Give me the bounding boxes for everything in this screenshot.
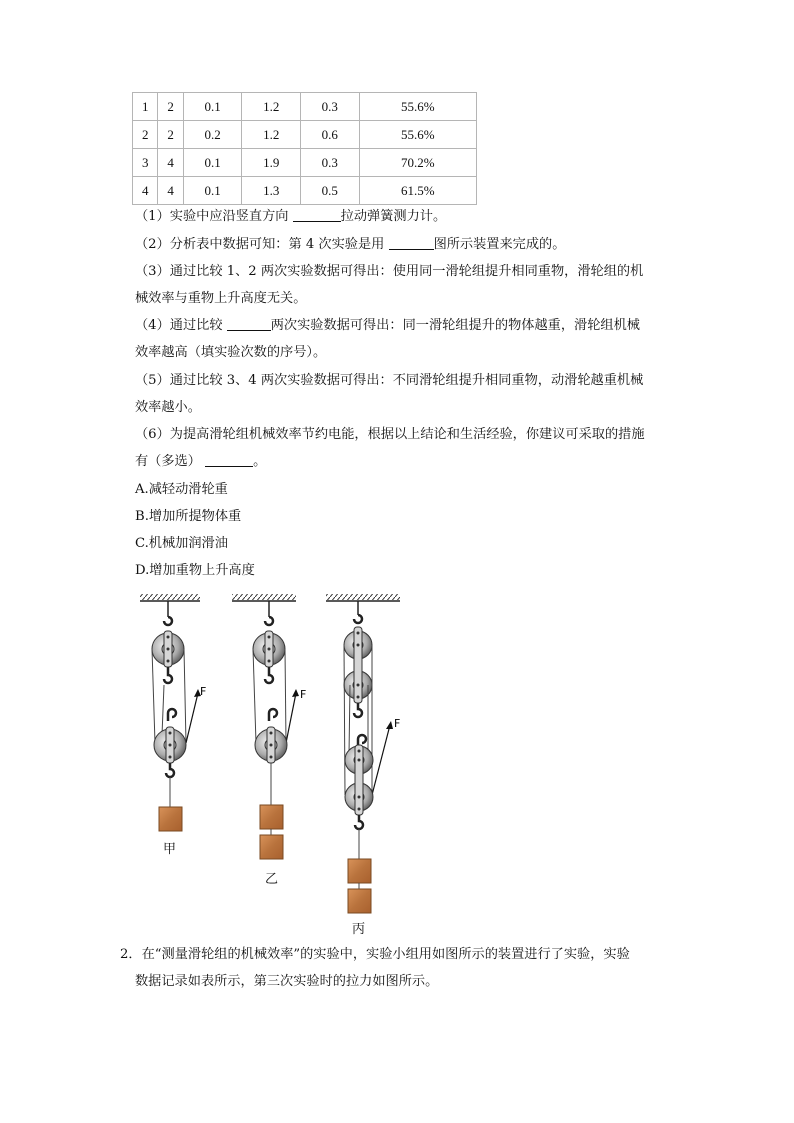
table-cell: 0.5 bbox=[301, 177, 360, 205]
question-text: 两次实验数据可得出：同一滑轮组提升的物体越重，滑轮组机械 bbox=[270, 318, 640, 333]
question-3-line-1: （3）通过比较 1、2 两次实验数据可得出：使用同一滑轮组提升相同重物，滑轮组的机 bbox=[135, 264, 644, 279]
question-text: （4）通过比较 bbox=[135, 318, 223, 333]
table-cell: 4 bbox=[133, 177, 158, 205]
question-6-line-1: （6）为提高滑轮组机械效率节约电能，根据以上结论和生活经验，你建议可采取的措施 bbox=[135, 427, 645, 442]
table-cell: 0.3 bbox=[301, 149, 360, 177]
table-cell: 4 bbox=[158, 177, 183, 205]
question-3-line-2: 械效率与重物上升高度无关。 bbox=[135, 291, 307, 306]
table-cell: 70.2% bbox=[359, 149, 476, 177]
force-label: F bbox=[300, 688, 307, 701]
pulley-setup-yi bbox=[232, 594, 306, 859]
question-2 bbox=[135, 236, 565, 254]
question-text: 拉动弹簧测力计。 bbox=[340, 209, 447, 224]
table-cell: 0.6 bbox=[301, 121, 360, 149]
force-label: F bbox=[200, 685, 207, 698]
question-5-line-1: （5）通过比较 3、4 两次实验数据可得出：不同滑轮组提升相同重物，动滑轮越重机械 bbox=[135, 373, 644, 388]
pulley-setup-jia bbox=[140, 594, 206, 831]
table-cell: 1.2 bbox=[242, 93, 301, 121]
table-cell: 1.9 bbox=[242, 149, 301, 177]
question-2-line-2: 数据记录如表所示，第三次实验时的拉力如图所示。 bbox=[135, 974, 439, 989]
answer-blank[interactable] bbox=[293, 209, 341, 222]
table-cell: 3 bbox=[133, 149, 158, 177]
answer-blank[interactable] bbox=[389, 237, 434, 250]
pulley-setup-bing bbox=[326, 594, 400, 913]
table-cell: 1.3 bbox=[242, 177, 301, 205]
question-5-line-2: 效率越小。 bbox=[135, 400, 201, 415]
table-cell: 4 bbox=[158, 149, 183, 177]
option-d: D.增加重物上升高度 bbox=[135, 563, 255, 578]
question-text: （2）分析表中数据可知：第 4 次实验是用 bbox=[135, 237, 385, 252]
question-text: （1）实验中应沿竖直方向 bbox=[135, 209, 289, 224]
question-1 bbox=[135, 208, 446, 226]
table-cell: 55.6% bbox=[359, 93, 476, 121]
caption-yi: 乙 bbox=[265, 872, 279, 887]
table-cell: 1 bbox=[133, 93, 158, 121]
table-row bbox=[133, 149, 477, 177]
answer-blank[interactable] bbox=[227, 318, 271, 331]
table-cell: 0.1 bbox=[183, 149, 242, 177]
question-text: 有（多选） bbox=[135, 454, 201, 469]
table-cell: 61.5% bbox=[359, 177, 476, 205]
table-cell: 55.6% bbox=[359, 121, 476, 149]
option-c: C.机械加润滑油 bbox=[135, 536, 228, 551]
caption-jia: 甲 bbox=[163, 842, 177, 857]
option-a: A.减轻动滑轮重 bbox=[135, 482, 228, 497]
caption-bing: 丙 bbox=[352, 922, 366, 937]
option-b: B.增加所提物体重 bbox=[135, 509, 242, 524]
question-6-line-2 bbox=[135, 453, 266, 471]
table-cell: 1.2 bbox=[242, 121, 301, 149]
question-text: 图所示装置来完成的。 bbox=[433, 237, 566, 252]
table-cell: 0.2 bbox=[183, 121, 242, 149]
question-text: 。 bbox=[253, 454, 267, 469]
table-row bbox=[133, 93, 477, 121]
table-cell: 2 bbox=[158, 93, 183, 121]
table-cell: 0.3 bbox=[301, 93, 360, 121]
answer-blank[interactable] bbox=[205, 454, 253, 467]
results-table bbox=[132, 92, 477, 205]
table-row bbox=[133, 177, 477, 205]
force-label: F bbox=[394, 717, 401, 730]
table-cell: 2 bbox=[133, 121, 158, 149]
question-4-line-2: 效率越高（填实验次数的序号）。 bbox=[135, 345, 327, 360]
table-row bbox=[133, 121, 477, 149]
table-cell: 0.1 bbox=[183, 93, 242, 121]
question-2-line-1: 2．在“测量滑轮组的机械效率”的实验中，实验小组用如图所示的装置进行了实验，实验 bbox=[120, 947, 630, 962]
table-cell: 0.1 bbox=[183, 177, 242, 205]
table-cell: 2 bbox=[158, 121, 183, 149]
question-4 bbox=[135, 317, 640, 335]
